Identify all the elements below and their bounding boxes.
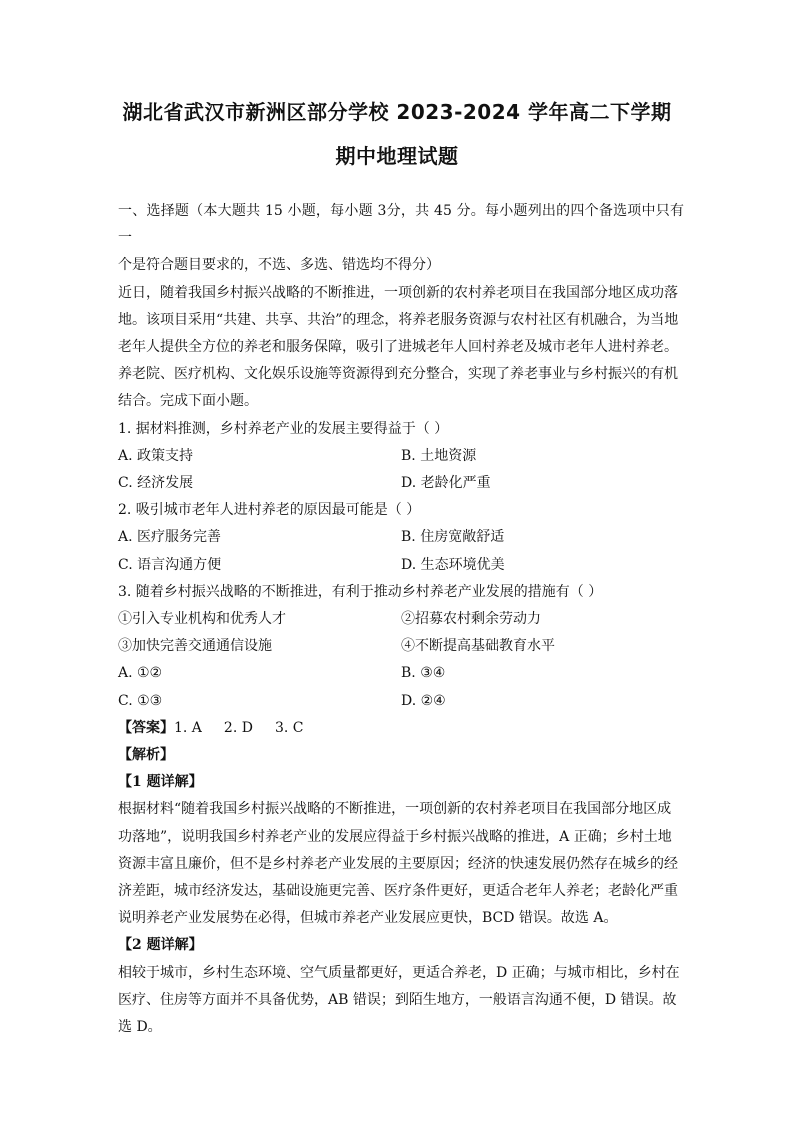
passage-line: 近日，随着我国乡村振兴战略的不断推进，一项创新的农村养老项目在我国部分地区成功落: [118, 284, 678, 301]
detail-1-line: 济差距，城市经济发达，基础设施更完善、医疗条件更好，更适合老年人养老；老龄化严重: [118, 883, 678, 900]
document-title: 湖北省武汉市新洲区部分学校 2023-2024 学年高二下学期: [122, 100, 672, 124]
passage-line: 地。该项目采用“共建、共享、共治”的理念，将养老服务资源与农村社区有机融合，为当地: [118, 311, 679, 328]
section-intro-line: 一、选择题（本大题共 15 小题，每小题 3分，共 45 分。每小题列出的四个备选项中只有一: [118, 203, 684, 247]
q3-statement-1: ①引入专业机构和优秀人才: [118, 611, 286, 628]
question-1-options-row: [118, 443, 684, 470]
passage-line: 结合。完成下面小题。: [118, 393, 258, 410]
question-3-stem: 3. 随着乡村振兴战略的不断推进，有利于推动乡村养老产业发展的措施有（ ）: [118, 583, 603, 600]
q3-option-c: C. ①③: [118, 692, 163, 709]
question-1-stem: 1. 据材料推测，乡村养老产业的发展主要得益于（ ）: [118, 420, 449, 437]
detail-2-line: 相较于城市，乡村生态环境、空气质量都更好，更适合养老，D 正确；与城市相比，乡村在: [118, 964, 680, 981]
q1-option-d: D. 老龄化严重: [401, 475, 491, 492]
q3-statement-2: ②招募农村剩余劳动力: [401, 611, 541, 628]
detail-1-label: 【1 题详解】: [118, 774, 203, 791]
q3-statement-4: ④不断提高基础教育水平: [401, 638, 555, 655]
detail-1-line: 功落地”，说明我国乡村养老产业的发展应得益于乡村振兴战略的推进，A 正确；乡村土地: [118, 828, 672, 845]
analysis-label: 【解析】: [118, 747, 174, 764]
question-3-options-row: [118, 688, 684, 715]
q3-option-a: A. ①②: [118, 665, 163, 682]
q3-option-b: B. ③④: [401, 665, 446, 682]
q2-option-b: B. 住房宽敞舒适: [401, 529, 505, 546]
answer-1: 1. A: [174, 719, 202, 736]
q3-option-d: D. ②④: [401, 692, 446, 709]
document-body: [118, 198, 684, 1041]
passage-line: 养老院、医疗机构、文化娱乐设施等资源得到充分整合，实现了养老事业与乡村振兴的有机: [118, 366, 678, 383]
detail-2-label: 【2 题详解】: [118, 937, 203, 954]
question-3-statements-row: [118, 633, 684, 660]
question-2-options-row: [118, 552, 684, 579]
question-3-statements-row: [118, 606, 684, 633]
detail-1-line: 资源丰富且廉价，但不是乡村养老产业发展的主要原因；经济的快速发展仍然存在城乡的经: [118, 855, 678, 872]
question-1-options-row: [118, 470, 684, 497]
answer-label: 【答案】: [118, 719, 174, 736]
answer-2: 2. D: [223, 719, 253, 736]
answer-line: [118, 715, 684, 742]
q2-option-c: C. 语言沟通方便: [118, 556, 222, 573]
q2-option-d: D. 生态环境优美: [401, 556, 505, 573]
q3-statement-3: ③加快完善交通通信设施: [118, 638, 272, 655]
q1-option-b: B. 土地资源: [401, 447, 477, 464]
q1-option-c: C. 经济发展: [118, 475, 194, 492]
detail-1-line: 说明养老产业发展势在必得，但城市养老产业发展应更快，BCD 错误。故选 A。: [118, 910, 618, 927]
q2-option-a: A. 医疗服务完善: [118, 529, 222, 546]
detail-2-line: 医疗、住房等方面并不具备优势，AB 错误；到陌生地方，一般语言沟通不便，D 错误。故: [118, 991, 677, 1008]
question-3-options-row: [118, 660, 684, 687]
question-2-stem: 2. 吸引城市老年人进村养老的原因最可能是（ ）: [118, 502, 421, 519]
q1-option-a: A. 政策支持: [118, 447, 194, 464]
passage-line: 老年人提供全方位的养老和服务保障，吸引了进城老年人回村养老及城市老年人进村养老。: [118, 339, 678, 356]
detail-1-line: 根据材料“随着我国乡村振兴战略的不断推进，一项创新的农村养老项目在我国部分地区成: [118, 801, 672, 818]
section-intro-line: 个是符合题目要求的，不选、多选、错选均不得分）: [118, 257, 440, 274]
document-subtitle: 期中地理试题: [335, 144, 459, 168]
answer-3: 3. C: [274, 719, 304, 736]
detail-2-line: 选 D。: [118, 1019, 162, 1036]
question-2-options-row: [118, 524, 684, 551]
